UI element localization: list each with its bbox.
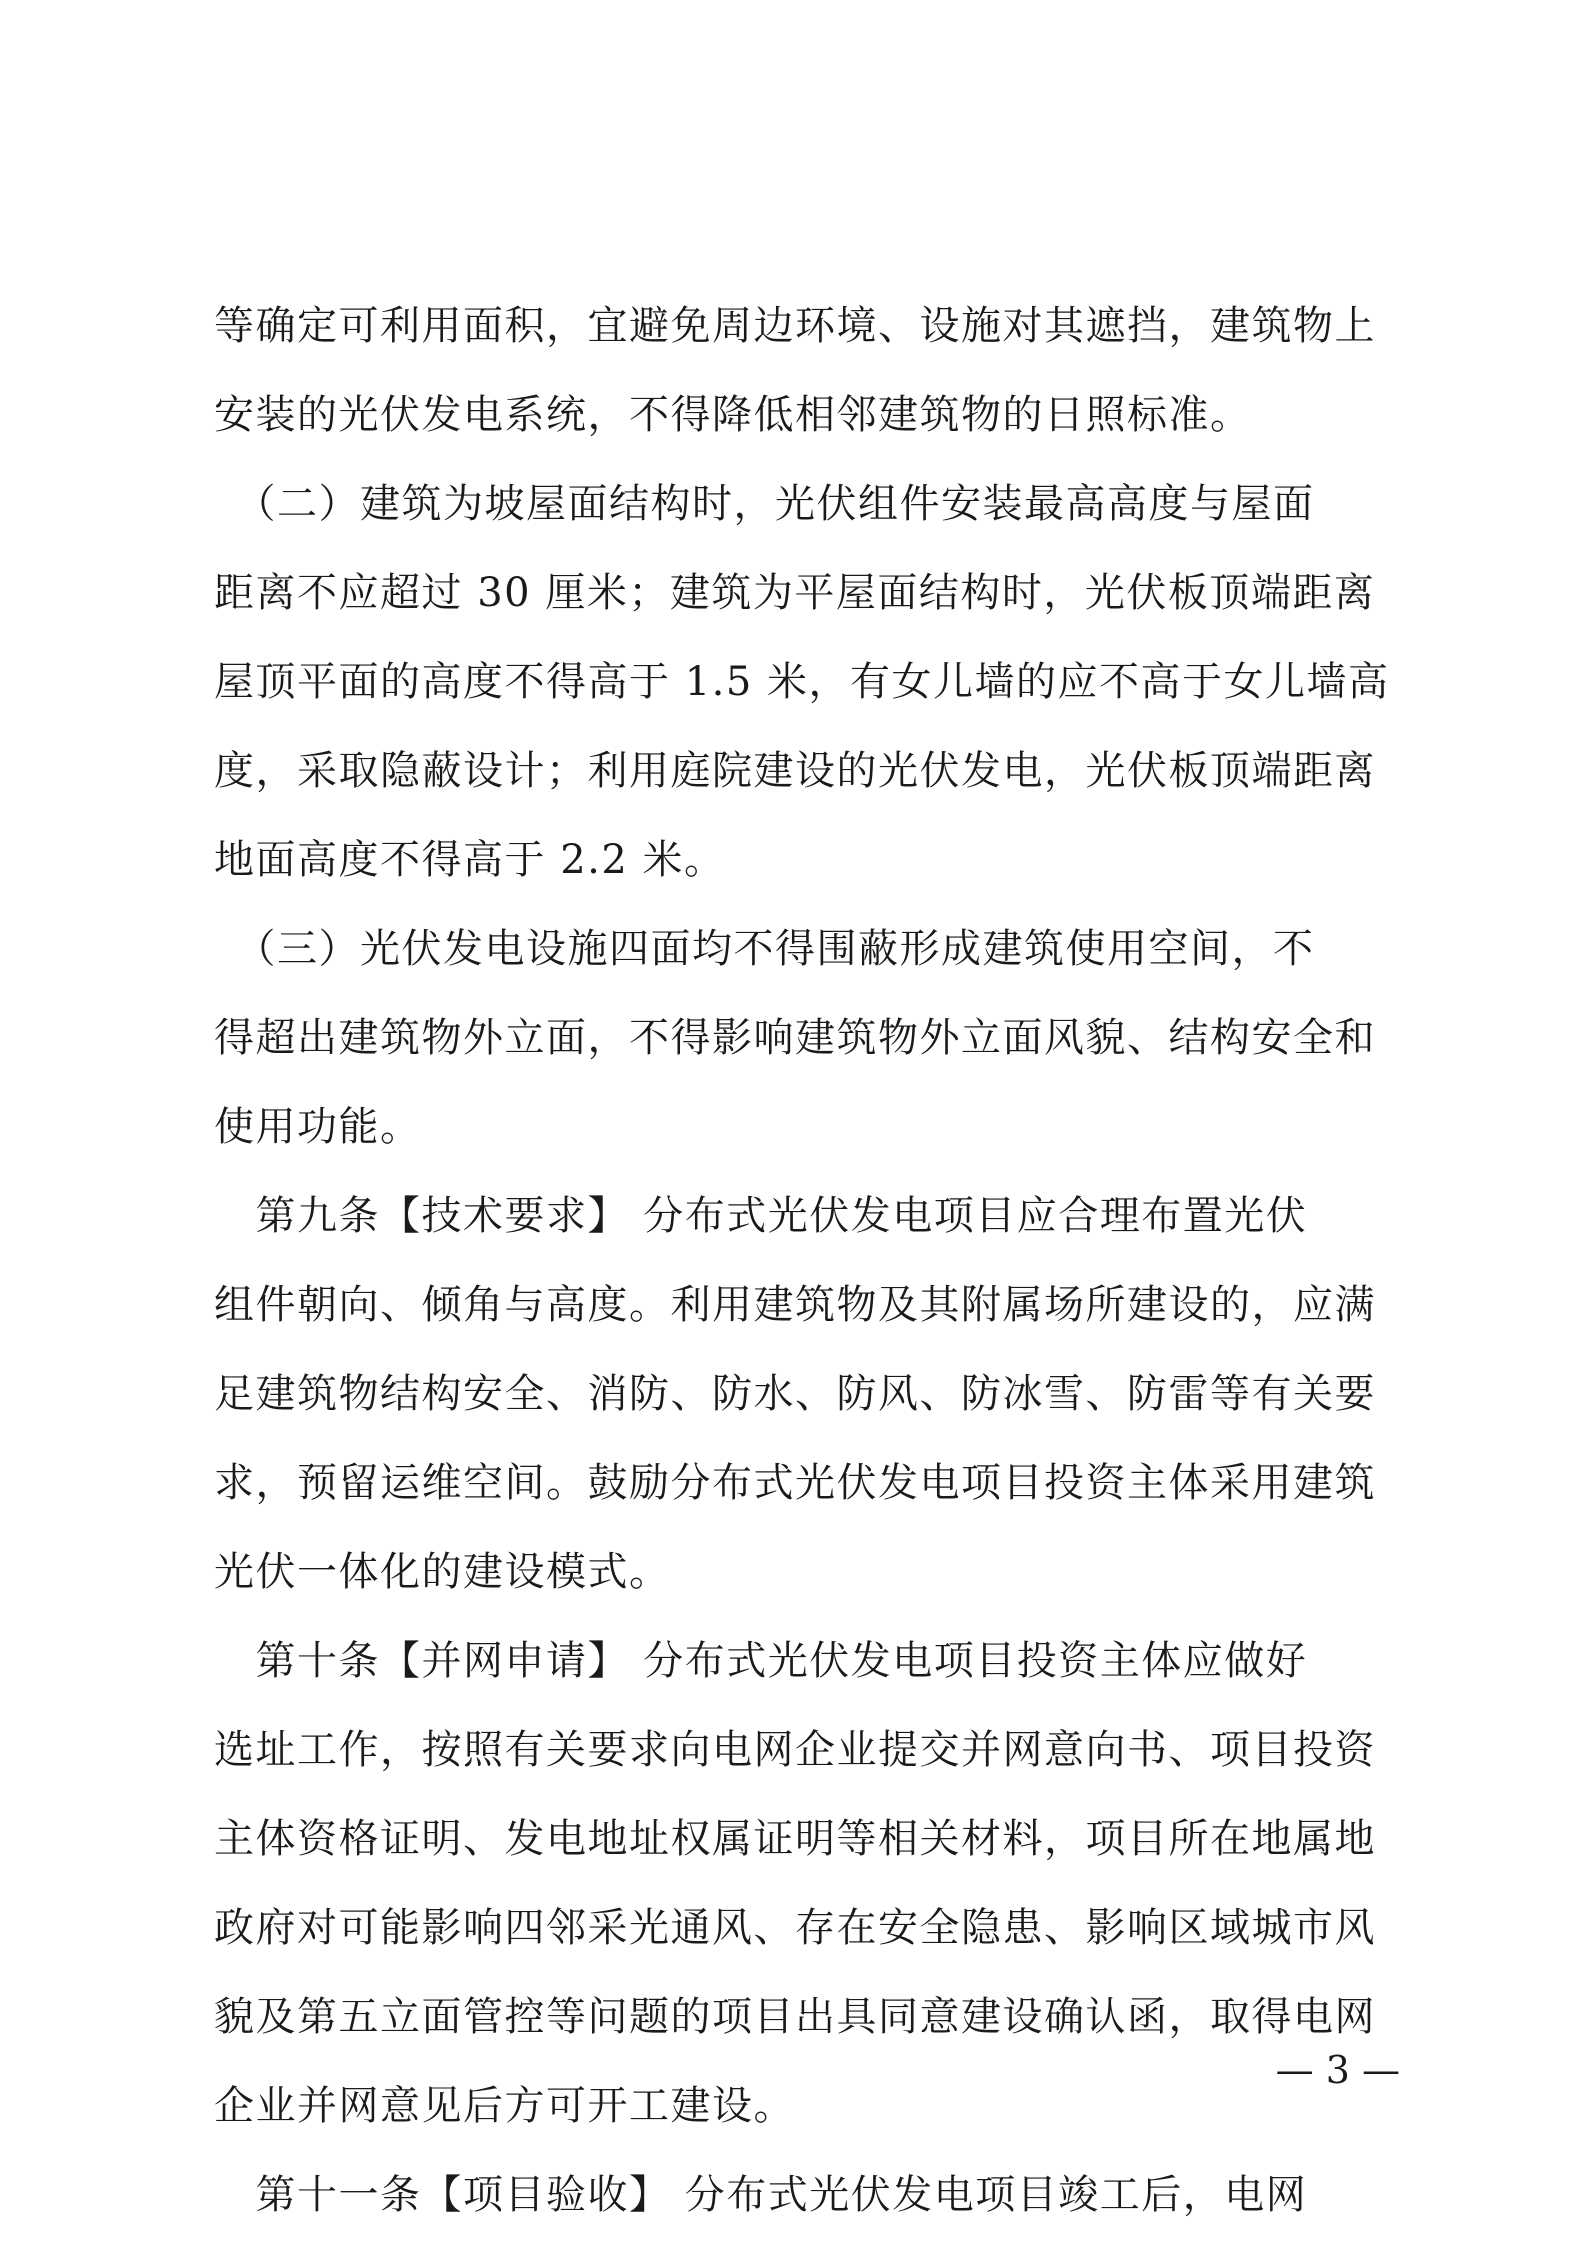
text-line: 第十条【并网申请】 分布式光伏发电项目投资主体应做好 xyxy=(214,1638,1308,1684)
text-line: 得超出建筑物外立面，不得影响建筑物外立面风貌、结构安全和 xyxy=(214,1015,1376,1061)
text-line: 第十一条【项目验收】 分布式光伏发电项目竣工后，电网 xyxy=(214,2172,1308,2218)
document-body xyxy=(214,282,1394,2240)
text-line: 选址工作，按照有关要求向电网企业提交并网意向书、项目投资 xyxy=(214,1727,1376,1773)
text-line: （三）光伏发电设施四面均不得围蔽形成建筑使用空间，不 xyxy=(214,926,1315,972)
text-line: 主体资格证明、发电地址权属证明等相关材料，项目所在地属地 xyxy=(214,1816,1376,1862)
text-line: 安装的光伏发电系统，不得降低相邻建筑物的日照标准。 xyxy=(214,392,1252,438)
text-line: 等确定可利用面积，宜避免周边环境、设施对其遮挡，建筑物上 xyxy=(214,303,1376,349)
text-line: 屋顶平面的高度不得高于 1.5 米，有女儿墙的应不高于女儿墙高 xyxy=(214,659,1390,705)
text-line: 足建筑物结构安全、消防、防水、防风、防冰雪、防雷等有关要 xyxy=(214,1371,1376,1417)
text-line: 第九条【技术要求】 分布式光伏发电项目应合理布置光伏 xyxy=(214,1193,1308,1239)
text-line: 貌及第五立面管控等问题的项目出具同意建设确认函，取得电网 xyxy=(214,1994,1376,2040)
text-line: 距离不应超过 30 厘米；建筑为平屋面结构时，光伏板顶端距离 xyxy=(214,570,1376,616)
text-line: 光伏一体化的建设模式。 xyxy=(214,1549,671,1595)
text-line: 企业并网意见后方可开工建设。 xyxy=(214,2083,795,2129)
text-line: （二）建筑为坡屋面结构时，光伏组件安装最高高度与屋面 xyxy=(214,481,1315,527)
text-line: 度，采取隐蔽设计；利用庭院建设的光伏发电，光伏板顶端距离 xyxy=(214,748,1376,794)
text-line: 政府对可能影响四邻采光通风、存在安全隐患、影响区域城市风 xyxy=(214,1905,1376,1951)
page-number: — 3 — xyxy=(1275,2048,1400,2092)
text-line: 组件朝向、倾角与高度。利用建筑物及其附属场所建设的，应满 xyxy=(214,1282,1376,1328)
text-line: 地面高度不得高于 2.2 米。 xyxy=(214,837,726,883)
text-line: 求，预留运维空间。鼓励分布式光伏发电项目投资主体采用建筑 xyxy=(214,1460,1376,1506)
text-line: 使用功能。 xyxy=(214,1104,422,1150)
